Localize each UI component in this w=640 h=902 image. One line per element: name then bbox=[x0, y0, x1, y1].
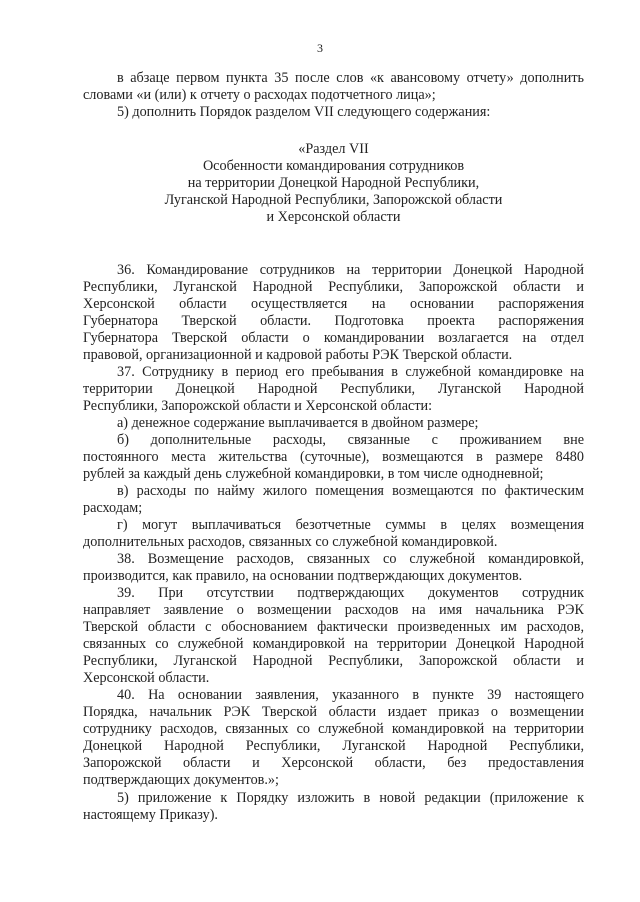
paragraph-line: г) могут выплачиваться безотчетные суммы в целях возмещения bbox=[117, 517, 584, 533]
paragraph-line: 5) приложение к Порядку изложить в новой редакции (приложение к bbox=[117, 790, 584, 806]
paragraph-line: рублей за каждый день служебной командировки, в том числе однодневной; bbox=[83, 466, 544, 482]
paragraph-line: 39. При отсутствии подтверждающих документов сотрудник bbox=[117, 585, 584, 601]
paragraph-line: а) денежное содержание выплачивается в двойном размере; bbox=[117, 415, 479, 431]
paragraph-line: 36. Командирование сотрудников на территории Донецкой Народной bbox=[117, 262, 584, 278]
paragraph-line: Республики, Луганской Народной Республики, Запорожской области и bbox=[83, 279, 584, 295]
paragraph-line: б) дополнительные расходы, связанные с проживанием вне bbox=[117, 432, 584, 448]
paragraph-line: правовой, организационной и кадровой работы РЭК Тверской области. bbox=[83, 347, 513, 363]
paragraph-line: Херсонской области. bbox=[83, 670, 210, 686]
section-heading-line: и Херсонской области bbox=[266, 209, 401, 225]
paragraph-line: Запорожской области и Херсонской области, без предоставления bbox=[83, 755, 584, 771]
paragraph-line: дополнительных расходов, связанных со служебной командировкой. bbox=[83, 534, 498, 550]
paragraph-line: связанных со служебной командировкой на территории Донецкой Народной bbox=[83, 636, 584, 652]
page-number: 3 bbox=[317, 41, 323, 55]
paragraph-line: направляет заявление о возмещении расходов на имя начальника РЭК bbox=[83, 602, 584, 618]
section-heading-line: Луганской Народной Республики, Запорожской области bbox=[164, 192, 503, 208]
section-heading-line: Особенности командирования сотрудников bbox=[202, 158, 465, 174]
paragraph-line: расходам; bbox=[83, 500, 143, 516]
paragraph-line: Губернатора Тверской области. Подготовка проекта распоряжения bbox=[83, 313, 584, 329]
paragraph-line: Донецкой Народной Республики, Луганской Народной Республики, bbox=[83, 738, 584, 754]
paragraph-line: 40. На основании заявления, указанного в пункте 39 настоящего bbox=[117, 687, 584, 703]
paragraph-line: 5) дополнить Порядок разделом VII следующего содержания: bbox=[117, 104, 491, 120]
paragraph-line: Тверской области с обоснованием фактически произведенных им расходов, bbox=[83, 619, 584, 635]
section-heading-line: «Раздел VII bbox=[298, 141, 369, 157]
paragraph-line: в абзаце первом пункта 35 после слов «к авансовому отчету» дополнить bbox=[117, 70, 584, 86]
paragraph-line: словами «и (или) к отчету о расходах подотчетного лица»; bbox=[83, 87, 436, 103]
paragraph-line: Республики, Запорожской области и Херсонской области: bbox=[83, 398, 433, 414]
paragraph-line: настоящему Приказу). bbox=[83, 807, 218, 823]
paragraph-line: подтверждающих документов.»; bbox=[83, 772, 279, 788]
paragraph-line: Губернатора Тверской области о командировании возлагается на отдел bbox=[83, 330, 584, 346]
paragraph-line: в) расходы по найму жилого помещения возмещаются по фактическим bbox=[117, 483, 584, 499]
paragraph-line: Порядка, начальник РЭК Тверской области издает приказ о возмещении bbox=[83, 704, 584, 720]
paragraph-line: территории Донецкой Народной Республики, Луганской Народной bbox=[83, 381, 584, 397]
paragraph-line: сотруднику расходов, связанных со служебной командировкой на территории bbox=[83, 721, 584, 737]
paragraph-line: Республики, Луганской Народной Республики, Запорожской области и bbox=[83, 653, 584, 669]
paragraph-line: постоянного места жительства (суточные), возмещаются в размере 8480 bbox=[83, 449, 584, 465]
paragraph-line: Херсонской области осуществляется на основании распоряжения bbox=[83, 296, 584, 312]
paragraph-line: 38. Возмещение расходов, связанных со служебной командировкой, bbox=[117, 551, 584, 567]
paragraph-line: 37. Сотруднику в период его пребывания в служебной командировке на bbox=[117, 364, 584, 380]
paragraph-line: производится, как правило, на основании подтверждающих документов. bbox=[83, 568, 523, 584]
section-heading-line: на территории Донецкой Народной Республики, bbox=[187, 175, 480, 191]
